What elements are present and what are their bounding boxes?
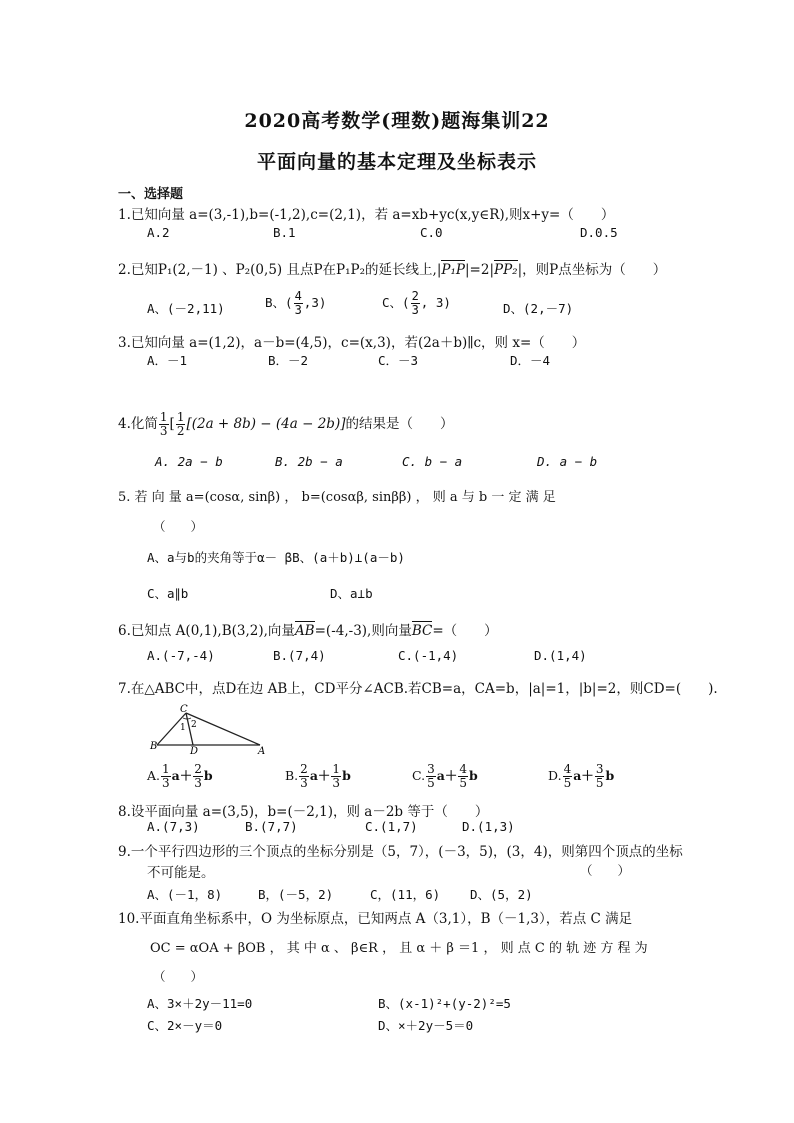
q10-answer-blank: （ ）	[153, 969, 204, 984]
q10-option-c: C、2×－у＝0	[147, 1018, 223, 1033]
q2-stem-mid: =2	[469, 262, 490, 278]
q2-vector-pp2: PP₂	[494, 262, 518, 278]
question-9-stem: 9.一个平行四边形的三个顶点的坐标分别是（5，7），(－3，5)，(3，4)，则第四个顶点的坐标	[118, 844, 683, 860]
q4-option-a: A. 2a − b	[155, 454, 223, 469]
question-9-stem-cont: 不可能是。	[147, 865, 215, 881]
q5-option-ab: A、a与b的夹角等于α－ βB、(a＋b)⊥(a－b)	[147, 550, 405, 565]
q2-option-c: C、( $\frac{2}{3}$ , 3)	[382, 289, 451, 317]
q3-option-a: A．－1	[147, 353, 188, 368]
q5-option-d: D、a⊥b	[330, 586, 373, 601]
q7-option-a: A. $\frac{1}{3}$ a＋ $\frac{2}{3}$ b	[147, 762, 213, 790]
q1-option-b: B.1	[273, 225, 296, 240]
question-2-stem: 2.已知P₁(2,－1) 、P₂(0,5) 且点P在P₁P₂的延长线上,|P₁P|=2|PP₂|，则P点坐标为（ ）	[118, 262, 667, 278]
q9-option-d: D、(5，2)	[470, 887, 533, 902]
question-6-stem: 6.已知点 A(0,1),B(3,2),向量AB=(-4,-3),则向量BC=（ ）	[118, 623, 498, 639]
q4-option-c: C. b − a	[402, 454, 463, 469]
q2-option-b: B、( $\frac{4}{3}$ ,3)	[265, 289, 327, 317]
triangle-figure	[140, 703, 270, 755]
q10-option-a: A、3×＋2у－11=0	[147, 996, 253, 1011]
label-b: B	[150, 741, 158, 752]
q9-option-c: C，(11，6)	[370, 887, 441, 902]
q7-option-d: D. $\frac{4}{5}$ a＋ $\frac{3}{5}$ b	[548, 762, 615, 790]
q9-answer-blank: （ ）	[580, 863, 631, 878]
q3-option-c: C．－3	[378, 353, 419, 368]
label-angle-2: 2	[191, 720, 197, 730]
q2-b-fraction: $\frac{4}{3}$	[294, 289, 302, 317]
q4-fraction-third: $\frac{1}{3}$	[159, 410, 168, 438]
q9-option-b: B，(－5，2)	[258, 887, 334, 902]
q1-option-a: A.2	[147, 225, 170, 240]
q8-option-b: B.(7,7)	[245, 819, 298, 834]
q4-fraction-half: $\frac{1}{2}$	[176, 410, 185, 438]
q8-option-d: D.(1,3)	[462, 819, 515, 834]
q9-option-a: A、(－1，8)	[147, 887, 223, 902]
question-4-stem: 4.化简 $\frac{1}{3}$ [ $\frac{1}{2}$ [(2a + 8b) − (4a − 2b)]的结果是（ ）	[118, 410, 454, 438]
document-subtitle: 平面向量的基本定理及坐标表示	[256, 151, 537, 173]
question-3-stem: 3.已知向量 a=(1,2)，a－b=(4,5)，c=(x,3)，若(2a＋b)∥c，则 x=（ ）	[118, 335, 586, 351]
label-c: C	[180, 704, 188, 715]
q2-option-d: D、(2,－7)	[503, 301, 574, 316]
q6-option-d: D.(1,4)	[534, 648, 587, 663]
label-angle-1: 1	[180, 723, 186, 733]
q5-answer-blank: （ ）	[153, 519, 204, 534]
q7-option-b: B. $\frac{2}{3}$ a＋ $\frac{1}{3}$ b	[285, 762, 351, 790]
q4-option-b: B. 2b − a	[275, 454, 343, 469]
q2-stem-post: ，则P点坐标为（ ）	[522, 262, 667, 278]
q6-vector-bc: BC	[411, 623, 433, 639]
question-5-stem: 5. 若 向 量 a=(cosα, sinβ) ， b=(cosαβ, sinββ) ， 则 a 与 b 一 定 满 足	[118, 490, 556, 505]
label-a: A	[258, 746, 266, 755]
q7-option-c: C. $\frac{3}{5}$ a＋ $\frac{4}{5}$ b	[412, 762, 478, 790]
document-title: 2020高考数学(理数)题海集训22	[244, 110, 550, 132]
q1-option-c: C.0	[420, 225, 443, 240]
q4-expression: [(2a + 8b) − (4a − 2b)]	[186, 416, 346, 432]
q2-stem-pre: 2.已知P₁(2,－1) 、P₂(0,5) 且点P在P₁P₂的延长线上,	[118, 262, 437, 278]
q2-c-fraction: $\frac{2}{3}$	[411, 289, 419, 317]
question-1-stem: 1.已知向量 a=(3,-1),b=(-1,2),c=(2,1)，若 a=xb+yc(x,y∈R),则x+y=（ ）	[118, 207, 615, 223]
q2-vector-p1p: P₁P	[441, 262, 465, 278]
q1-option-d: D.0.5	[580, 225, 618, 240]
question-10-stem: 10.平面直角坐标系中，O 为坐标原点，已知两点 A（3,1），B（－1,3），若点 C 满足	[118, 911, 633, 927]
q6-option-c: C.(-1,4)	[398, 648, 459, 663]
q10-option-b: B、(x-1)²+(y-2)²=5	[378, 996, 511, 1011]
section-heading: 一、选择题	[118, 187, 184, 202]
question-7-stem: 7.在△ABC中，点D在边 AB上，CD平分∠ACB.若CB=a，CA=b，|a|=1，|b|=2，则CD=( ).	[118, 681, 718, 697]
q3-option-d: D．－4	[510, 353, 551, 368]
q6-option-a: A.(-7,-4)	[147, 648, 215, 663]
q2-option-a: A、(－2,11)	[147, 301, 225, 316]
side-ca	[186, 713, 260, 745]
question-10-stem-cont: OC = αOA + βOB ， 其 中 α 、 β∈R ， 且 α ＋ β ＝1 ， 则 点 C 的 轨 迹 方 程 为	[150, 941, 648, 956]
q10-option-d: D、×＋2у－5＝0	[378, 1018, 474, 1033]
q8-option-a: A.(7,3)	[147, 819, 200, 834]
label-d: D	[190, 746, 199, 755]
q3-option-b: B．－2	[268, 353, 309, 368]
question-8-stem: 8.设平面向量 a=(3,5)，b=(－2,1)，则 a－2b 等于（ ）	[118, 804, 489, 820]
q8-option-c: C.(1,7)	[365, 819, 418, 834]
q5-option-c: C、a∥b	[147, 586, 189, 601]
q4-option-d: D. a − b	[537, 454, 598, 469]
q6-option-b: B.(7,4)	[273, 648, 326, 663]
q6-vector-ab: AB	[294, 623, 315, 639]
